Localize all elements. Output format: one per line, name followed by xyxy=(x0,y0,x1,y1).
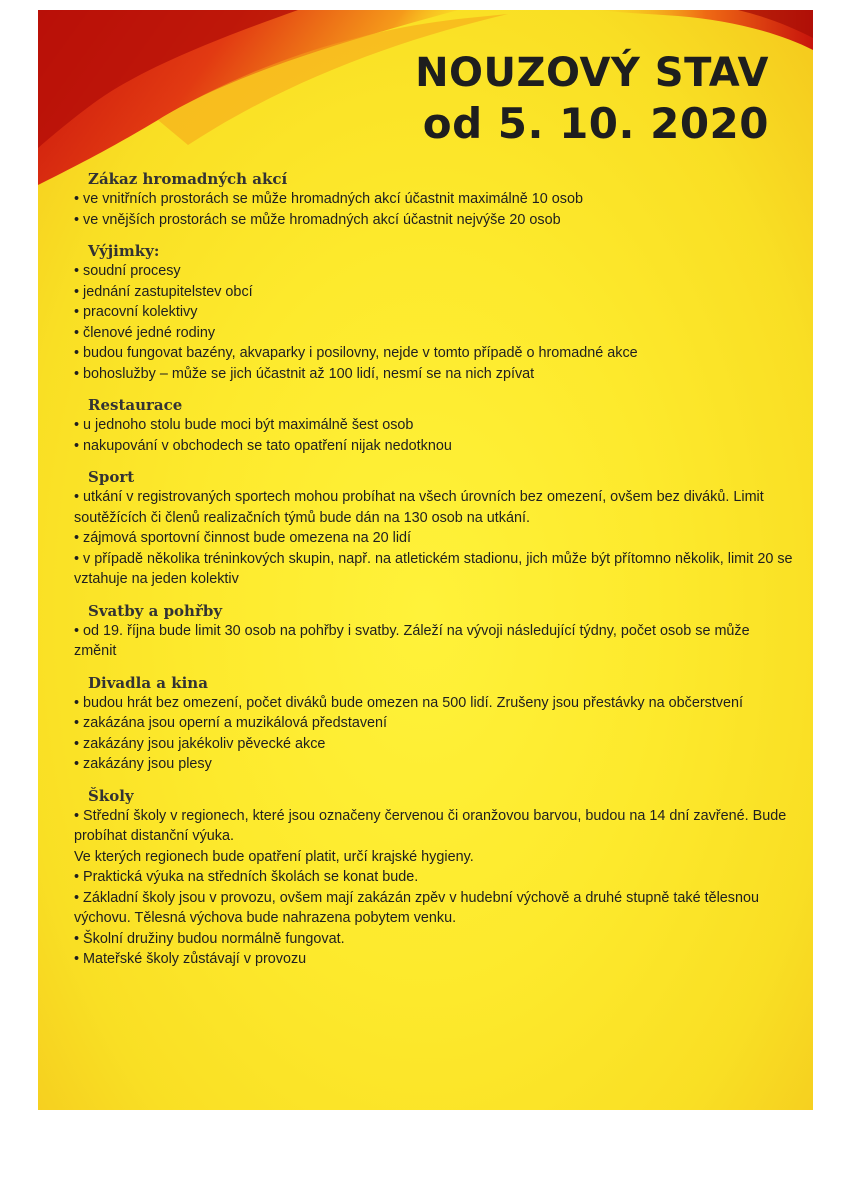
page-title xyxy=(415,48,769,151)
title-line-1: NOUZOVÝ STAV xyxy=(415,50,769,96)
list-item: • Mateřské školy zůstávají v provozu xyxy=(74,951,307,967)
list-item: • budou hrát bez omezení, počet diváků bude omezen na 500 lidí. Zrušeny jsou přestávky na občerstvení xyxy=(74,694,744,711)
section-heading: Výjimky: xyxy=(88,242,160,260)
section-heading: Svatby a pohřby xyxy=(88,601,223,620)
list-item: • Základní školy jsou v provozu, ovšem mají zakázán zpěv v hudební výchově a druhé stupně také tělesnou výchovu. Tělesná výchova bude nahrazena pobytem venku. xyxy=(74,889,759,926)
list-item: • zakázány jsou plesy xyxy=(74,756,212,772)
title-line-2: od 5. 10. 2020 xyxy=(422,99,769,148)
list-item: • Střední školy v regionech, které jsou označeny červenou či oranžovou barvou, budou na 14 dní zavřené. Bude probíhat distanční výuka. xyxy=(74,807,787,844)
section-divadla-kina xyxy=(74,674,794,775)
list-item: • členové jedné rodiny xyxy=(74,324,216,341)
list-item: • jednání zastupitelstev obcí xyxy=(74,283,253,300)
list-item: • zakázána jsou operní a muzikálová představení xyxy=(74,715,388,731)
section-svatby-pohrby xyxy=(74,602,794,662)
section-heading: Divadla a kina xyxy=(88,673,208,692)
list-item: • ve vnitřních prostorách se může hromadných akcí účastnit maximálně 10 osob xyxy=(74,191,583,207)
list-item: • nakupování v obchodech se tato opatření nijak nedotknou xyxy=(74,437,452,454)
list-item: Ve kterých regionech bude opatření platit, určí krajské hygieny. xyxy=(74,848,474,865)
section-heading: Školy xyxy=(88,786,134,805)
list-item: • ve vnějších prostorách se může hromadných akcí účastnit nejvýše 20 osob xyxy=(74,211,561,228)
section-restaurace xyxy=(74,396,794,456)
section-heading: Sport xyxy=(88,468,135,486)
list-item: • zakázány jsou jakékoliv pěvecké akce xyxy=(74,735,326,752)
section-skoly xyxy=(74,787,794,970)
list-item: • soudní procesy xyxy=(74,263,181,279)
section-heading: Zákaz hromadných akcí xyxy=(88,170,288,188)
list-item: • pracovní kolektivy xyxy=(74,304,198,320)
content xyxy=(74,170,794,982)
list-item: • Školní družiny budou normálně fungovat. xyxy=(74,930,345,947)
list-item: • bohoslužby – může se jich účastnit až 100 lidí, nesmí se na nich zpívat xyxy=(74,365,535,382)
poster xyxy=(38,10,813,1110)
list-item: • v případě několika tréninkových skupin, např. na atletickém stadionu, jich může být přítomno několik, limit 20 se vztahuje na jeden kolektiv xyxy=(74,550,793,587)
list-item: • od 19. října bude limit 30 osob na pohřby i svatby. Záleží na vývoji následující týdny, počet osob se může změnit xyxy=(74,622,750,659)
list-item: • budou fungovat bazény, akvaparky i posilovny, nejde v tomto případě o hromadné akce xyxy=(74,345,638,361)
list-item: • Praktická výuka na středních školách se konat bude. xyxy=(74,869,419,885)
section-sport xyxy=(74,468,794,590)
list-item: • u jednoho stolu bude moci být maximálně šest osob xyxy=(74,417,414,433)
list-item: • zájmová sportovní činnost bude omezena na 20 lidí xyxy=(74,530,412,546)
section-hromadne-akce xyxy=(74,170,794,230)
section-vyjimky xyxy=(74,242,794,384)
section-heading: Restaurace xyxy=(88,396,183,414)
list-item: • utkání v registrovaných sportech mohou probíhat na všech úrovních bez omezení, ovšem bez diváků. Limit soutěžících či členů realizačních týmů bude dán na 130 osob na utkání. xyxy=(74,489,764,526)
